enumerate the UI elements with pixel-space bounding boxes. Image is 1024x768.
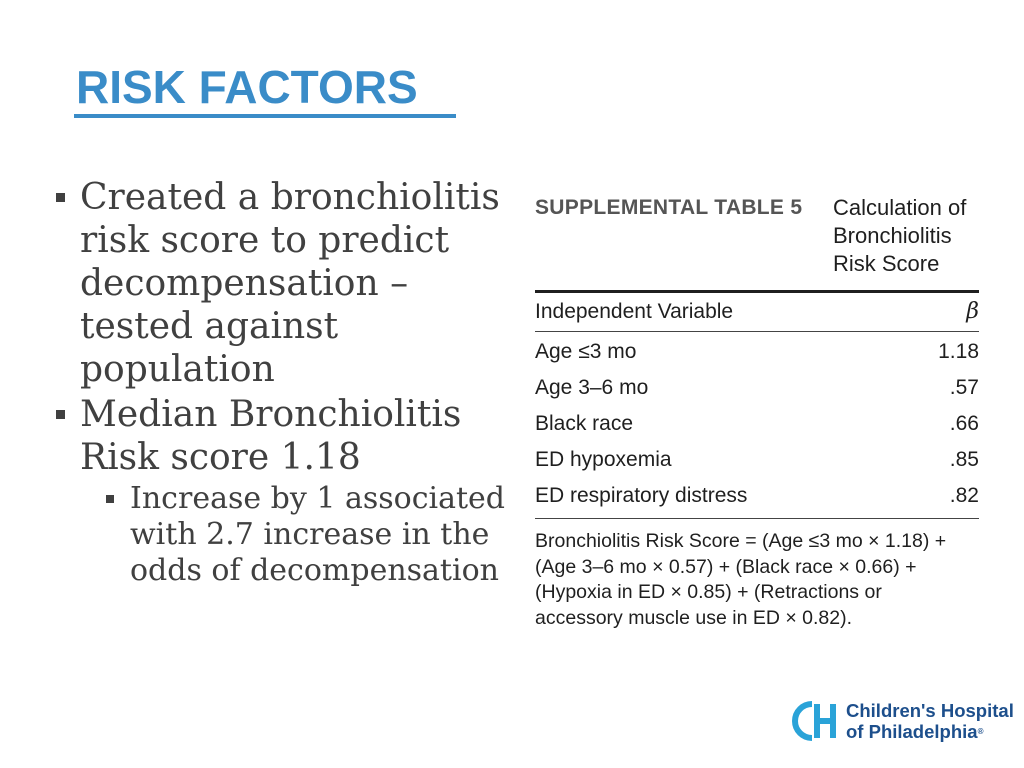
table-footnote [535, 529, 979, 631]
row-variable: Black race [535, 412, 634, 435]
table-bottom-rule [535, 518, 979, 519]
column-header-variable: Independent Variable [535, 300, 734, 323]
bullet-item [56, 176, 506, 391]
table-heading [535, 194, 979, 290]
row-beta: .57 [949, 376, 979, 399]
bullet-text: Created a bronchiolitis risk score to predict decompensation – tested against population [80, 177, 500, 390]
supplemental-table [535, 194, 979, 631]
caption-line: Bronchiolitis [833, 223, 952, 248]
sub-bullet-text: Increase by 1 associated with 2.7 increase in the odds of decompensation [130, 481, 505, 588]
caption-line: Risk Score [833, 251, 940, 276]
logo-line-2-text: of Philadelphia [846, 721, 978, 742]
table-body [535, 332, 979, 518]
logo-wordmark [846, 700, 1014, 742]
row-beta: .82 [949, 484, 979, 507]
footnote-line: (Hypoxia in ED × 0.85) + (Retractions or [535, 581, 882, 603]
table-row [535, 406, 979, 442]
footnote-line: (Age 3–6 mo × 0.57) + (Black race × 0.66) + [535, 555, 917, 578]
bullet-item [56, 393, 506, 479]
row-variable: Age 3–6 mo [535, 376, 649, 399]
chop-logo [792, 696, 1014, 746]
table-label: SUPPLEMENTAL TABLE 5 [535, 196, 803, 219]
logo-line-1: Children's Hospital [846, 700, 1014, 721]
table-row [535, 334, 979, 370]
footnote-line: Bronchiolitis Risk Score = (Age ≤3 mo × 1.18) + [535, 530, 947, 552]
row-variable: ED respiratory distress [535, 484, 748, 507]
square-bullet-icon [56, 193, 65, 202]
row-variable: ED hypoxemia [535, 448, 672, 471]
bullet-list [56, 176, 506, 589]
square-bullet-icon [106, 495, 114, 503]
table-row [535, 370, 979, 406]
row-beta: .85 [949, 448, 979, 471]
row-beta: 1.18 [938, 340, 979, 363]
registered-mark: ® [977, 727, 984, 736]
footnote-line: accessory muscle use in ED × 0.82). [535, 606, 853, 629]
square-bullet-icon [56, 410, 65, 419]
slide-title: RISK FACTORS [76, 61, 418, 113]
sub-bullet-item [56, 481, 506, 589]
caption-line: Calculation of [833, 195, 967, 220]
chop-logo-mark-icon [792, 696, 842, 746]
table-row [535, 442, 979, 478]
table-caption [833, 194, 966, 278]
row-variable: Age ≤3 mo [535, 340, 637, 363]
bullet-text: Median Bronchiolitis Risk score 1.18 [80, 394, 462, 478]
table-header-row [535, 293, 979, 331]
title-underline [74, 114, 456, 118]
row-beta: .66 [949, 412, 979, 435]
table-row [535, 478, 979, 514]
logo-line-2 [846, 721, 1014, 742]
column-header-beta: β [966, 299, 979, 324]
